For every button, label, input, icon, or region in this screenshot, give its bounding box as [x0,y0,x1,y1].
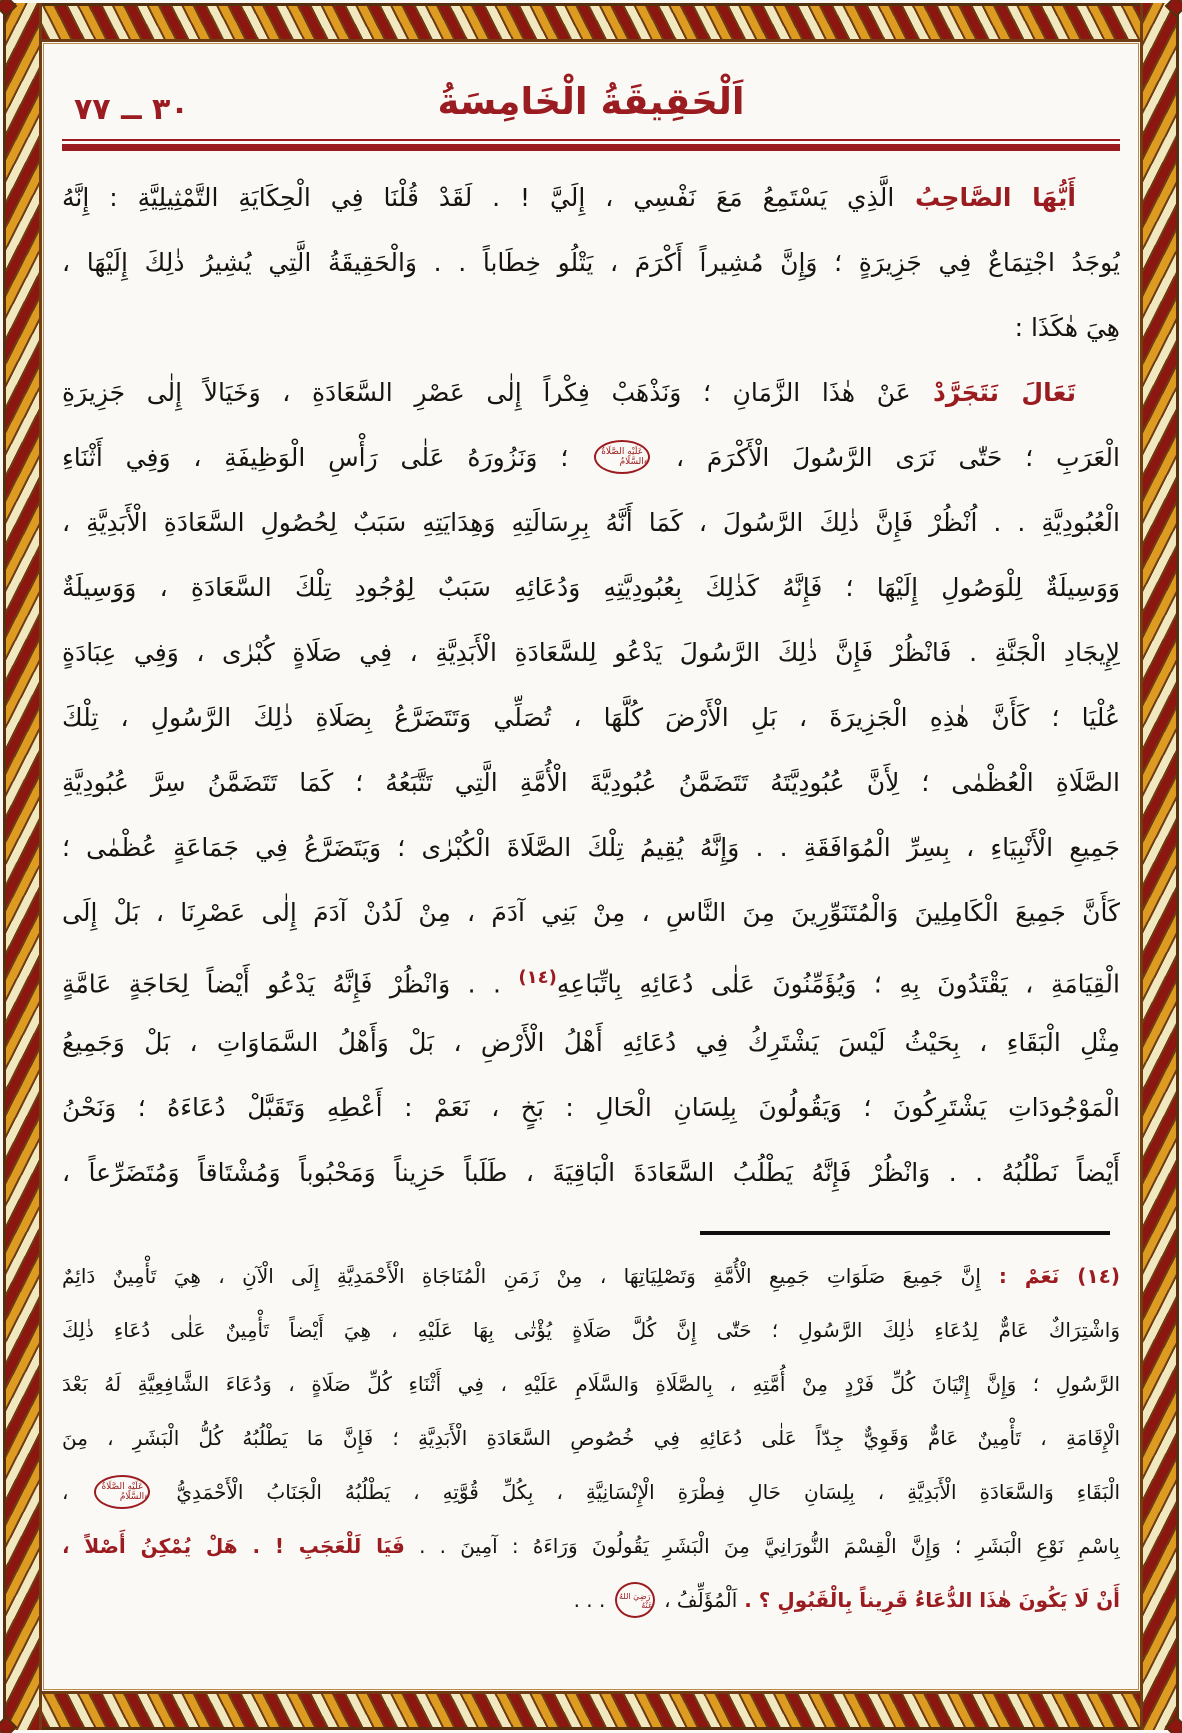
text-line [62,230,1120,295]
body-text-segment: جَمِيعِ الْأَنْبِيَاءِ ، بِسِرِّ الْمُوَافَقَةِ . . وَإِنَّهُ يُقِيمُ تِلْكَ الصَّلَاةَ الْكُبْرٰى ؛ وَيَتَضَرَّعُ فِي جَمَاعَةٍ عُظْمٰى ؛ [62,833,1120,862]
text-line [62,1010,1120,1075]
body-text-segment: لِإِيجَادِ الْجَنَّةِ . فَانْظُرْ فَإِنَّ ذٰلِكَ الرَّسُولَ يَدْعُو لِلسَّعَادَةِ الْأَبَدِيَّةِ ، فِي صَلَاةٍ كُبْرٰى ، وَفِي عِبَادَةٍ [62,638,1120,667]
body-text [62,165,1120,1205]
body-text-segment: الْعُبُودِيَّةِ . . اُنْظُرْ فَإِنَّ ذٰلِكَ الرَّسُولَ ، كَمَا أَنَّهُ بِرِسَالَتِهِ وَهِدَايَتِهِ سَبَبٌ لِحُصُولِ السَّعَادَةِ الْأَبَدِيَّةِ ، [62,508,1120,537]
text-line [62,1357,1120,1411]
emphasis-text: أَنْ لَا يَكُونَ هٰذَا الدُّعَاءُ قَرِيناً بِالْقَبُولِ ؟ . [737,1588,1120,1612]
body-text-segment: عُلْيَا ؛ كَأَنَّ هٰذِهِ الْجَزِيرَةَ ، بَلِ الْأَرْضَ كُلَّهَا ، تُصَلِّي وَتَتَضَرَّعُ بِصَلَاةِ ذٰلِكَ الرَّسُولِ ، تِلْكَ [62,703,1120,732]
body-text-segment: بِاسْمِ نَوْعِ الْبَشَرِ ؛ وَإِنَّ الْقِسْمَ النُّورَانِيَّ مِنَ الْبَشَرِ يَقُولُونَ وَرَاءَهُ : آمِينَ . . [404,1534,1120,1558]
body-text-segment: وَاشْتِرَاكٌ عَامٌّ لِدُعَاءِ ذٰلِكَ الرَّسُولِ ؛ حَتّٰى إِنَّ كُلَّ صَلَاةٍ يُؤْتٰى بِهَا عَلَيْهِ ، هِيَ أَيْضاً تَأْمِينٌ عَلٰى دُعَاءِ ذٰلِكَ [62,1318,1120,1342]
emphasis-text: تَعَالَ نَتَجَرَّدْ [910,378,1076,407]
border-ornament-bottom [3,1691,1179,1730]
body-text-segment: أَيْضاً نَطْلُبُهُ . . وَانْظُرْ فَإِنَّهُ يَطْلُبُ السَّعَادَةَ الْبَاقِيَةَ ، طَلَباً حَزِيناً وَمَحْبُوباً وَمُشْتَاقاً وَمُتَضَرِّعاً ، [62,1158,1120,1187]
page-content [62,58,1120,1627]
salawat-seal-icon: عَلَيْهِ الصَّلَاةُ وَالسَّلَامُ [594,440,650,474]
text-line [62,750,1120,815]
text-line [62,1573,1120,1627]
emphasis-text: أَيُّهَا الصَّاحِبُ [894,183,1076,212]
text-line [62,555,1120,620]
footnote-text [62,1249,1120,1627]
border-ornament-top [3,3,1179,42]
body-text-segment: الَّذِي يَسْتَمِعُ مَعَ نَفْسِي ، إِلَيَّ ! . لَقَدْ قُلْنَا فِي الْحِكَايَةِ التَّمْثِيلِيَّةِ : إِنَّهُ [62,183,895,212]
body-text-segment: وَوَسِيلَةٌ لِلْوَصُولِ إِلَيْهَا ؛ فَإِنَّهُ كَذٰلِكَ بِعُبُودِيَّتِهِ وَدُعَائِهِ سَبَبٌ لِوُجُودِ تِلْكَ السَّعَادَةِ ، وَوَسِيلَةٌ [62,573,1120,602]
footnote-marker: (١٤) [518,967,557,988]
page-number: ٣٠ ــ ٧٧ [74,92,189,127]
emphasis-text: فَيَا لَلْعَجَبِ ! . هَلْ يُمْكِنُ أَصْلاً ، [62,1534,405,1558]
emphasis-text: (١٤) نَعَمْ : [980,1264,1120,1288]
text-line [62,815,1120,880]
body-text-segment: ؛ وَنَزُورَهُ عَلٰى رَأْسِ الْوَظِيفَةِ ، وَفِي أَثْنَاءِ [62,443,592,472]
body-text-segment: الْعَرَبِ ؛ حَتّٰى نَرَى الرَّسُولَ الْأَكْرَمَ ، [653,443,1120,472]
author-seal-icon: رَضِيَ اللهُ عَنْهُ [615,1582,655,1618]
body-text-segment: يُوجَدُ اجْتِمَاعٌ فِي جَزِيرَةٍ ؛ وَإِنَّ مُشِيراً أَكْرَمَ ، يَتْلُو خِطَاباً . . وَالْحَقِيقَةُ الَّتِي يُشِيرُ ذٰلِكَ إِلَيْهَا ، [62,248,1120,277]
page-title: اَلْحَقِيقَةُ الْخَامِسَةُ [437,80,745,123]
text-line [62,360,1120,425]
text-line [62,620,1120,685]
text-line [62,490,1120,555]
body-text-segment: عَنْ هٰذَا الزَّمَانِ ؛ وَنَذْهَبْ فِكْراً إِلٰى عَصْرِ السَّعَادَةِ ، وَخَيَالاً إِلٰى جَزِيرَةِ [62,378,911,407]
body-text-segment: الصَّلَاةِ الْعُظْمٰى ؛ لِأَنَّ عُبُودِيَّتَهُ تَتَضَمَّنُ عُبُودِيَّةَ الْأُمَّةِ الَّتِي تَتَّبَعُهُ ؛ كَمَا تَتَضَمَّنُ سِرَّ عُبُودِيَّةِ [62,768,1120,797]
salawat-seal-icon: عَلَيْهِ الصَّلَاةُ وَالسَّلَامُ [94,1475,150,1509]
body-text-segment: إِنَّ جَمِيعَ صَلَوَاتِ جَمِيعِ الْأُمَّةِ وَتَصْلِيَاتِهَا ، مِنْ زَمَنِ الْمُنَاجَاةِ الْأَحْمَدِيَّةِ إِلَى الْآنِ ، هِيَ تَأْمِينٌ دَائِمٌ [62,1264,981,1288]
title-rule-thin [62,139,1120,141]
footnote-separator-rule [700,1231,1110,1235]
body-text-segment: الْبَقَاءِ وَالسَّعَادَةِ الْأَبَدِيَّةِ ، بِلِسَانِ حَالِ فِطْرَةِ الْإِنْسَانِيَّةِ ، بِكُلِّ قُوَّتِهِ ، يَطْلُبُهُ الْجَنَابُ الْأَحْمَدِيُّ [153,1480,1120,1504]
body-text-segment: كَأَنَّ جَمِيعَ الْكَامِلِينَ وَالْمُتَنَوِّرِينَ مِنَ النَّاسِ ، مِنْ بَنِي آدَمَ ، مِنْ لَدُنْ آدَمَ إِلٰى عَصْرِنَا ، بَلْ إِلَى [62,898,1120,927]
body-text-segment: . . . [573,1588,612,1612]
text-line [62,1075,1120,1140]
text-line [62,1519,1120,1573]
title-rule-thick [62,144,1120,151]
text-line [62,1465,1120,1519]
border-ornament-right [1140,3,1179,1730]
body-text-segment: اَلْمُؤَلِّفُ ، [657,1588,738,1612]
text-line [62,880,1120,945]
body-text-segment: الْقِيَامَةِ ، يَقْتَدُونَ بِهِ ؛ وَيُؤَمِّنُونَ عَلٰى دُعَائِهِ بِاتِّبَاعِهِ [556,969,1120,999]
body-text-segment: الْإِقَامَةِ ، تَأْمِينٌ عَامٌّ وَقَوِيٌّ جِدّاً عَلٰى دُعَائِهِ فِي خُصُوصِ السَّعَادَةِ الْأَبَدِيَّةِ ؛ فَإِنَّ مَا يَطْلُبُهُ كُلُّ الْبَشَرِ ، مِنَ [62,1426,1120,1450]
text-line [62,1140,1120,1205]
text-line [62,1249,1120,1303]
body-text-segment: الْمَوْجُودَاتِ يَشْتَرِكُونَ ؛ وَيَقُولُونَ بِلِسَانِ الْحَالِ : بَخٍ ، نَعَمْ : أَعْطِهِ وَتَقَبَّلْ دُعَاءَهُ ؛ وَنَحْنُ [62,1093,1120,1122]
text-line [62,945,1120,1010]
text-line [62,1303,1120,1357]
text-line [62,295,1120,360]
text-line [62,165,1120,230]
text-line [62,1411,1120,1465]
border-ornament-left [3,3,42,1730]
text-line [62,685,1120,750]
body-text-segment: . . وَانْظُرْ فَإِنَّهُ يَدْعُو أَيْضاً لِحَاجَةٍ عَامَّةٍ [62,969,519,999]
text-line [62,425,1120,490]
body-text-segment: ، [62,1480,92,1504]
body-text-segment: الرَّسُولِ ؛ وَإِنَّ إِتْيَانَ كُلِّ فَرْدٍ مِنْ أُمَّتِهِ ، بِالصَّلَاةِ وَالسَّلَامِ عَلَيْهِ ، فِي أَثْنَاءِ كُلِّ صَلَاةٍ ، وَدُعَاءَ الشَّافِعِيَّةِ لَهُ بَعْدَ [62,1372,1120,1396]
body-text-segment: هِيَ هٰكَذَا : [1014,313,1120,342]
body-text-segment: مِثْلِ الْبَقَاءِ ، بِحَيْثُ لَيْسَ يَشْتَرِكُ فِي دُعَائِهِ أَهْلُ الْأَرْضِ ، بَلْ وَأَهْلُ السَّمَاوَاتِ ، بَلْ وَجَمِيعُ [62,1028,1120,1057]
